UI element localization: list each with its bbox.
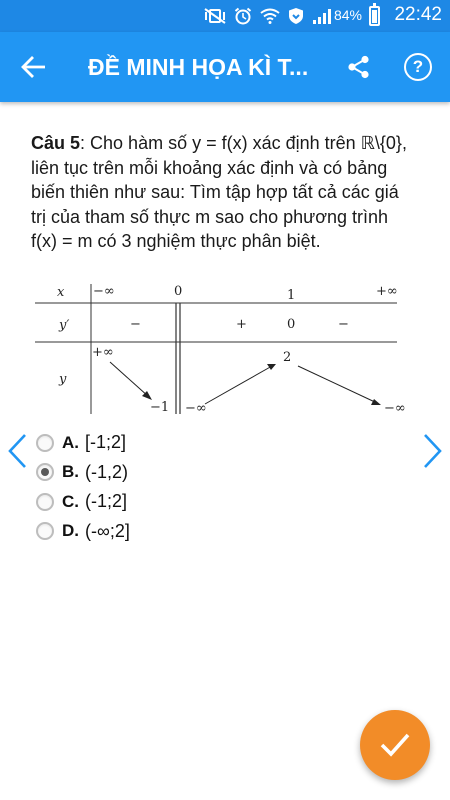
table-label-dy: y′ — [59, 318, 70, 333]
option-text: (-1;2] — [85, 491, 128, 512]
option-d[interactable] — [36, 517, 376, 547]
option-letter: B. — [62, 462, 79, 482]
status-bar — [0, 0, 450, 32]
submit-answer-button[interactable] — [360, 710, 430, 780]
chevron-right-icon — [420, 433, 444, 469]
y-value: −1 — [150, 400, 170, 415]
app-bar — [0, 32, 450, 102]
battery-level — [372, 10, 377, 23]
arrow-left-icon — [20, 54, 48, 80]
question-body: : Cho hàm số y = f(x) xác định trên ℝ\{0}, liên tục trên mỗi khoảng xác định và có bảng biến thiên như sau: Tìm tập hợp tất cả các giá trị của tham số thực m sao cho phương trình f(x) = m có 3 nghiệm thực phân biệt. — [31, 133, 407, 251]
shield-notification-icon — [288, 7, 304, 25]
x-value: 0 — [174, 284, 183, 299]
next-question-button[interactable] — [420, 433, 444, 469]
table-label-y: y — [59, 372, 67, 387]
increasing-arrow — [205, 364, 276, 404]
previous-question-button[interactable] — [6, 433, 30, 469]
decreasing-arrow — [110, 362, 152, 400]
y-value: −∞ — [185, 401, 207, 416]
option-radio[interactable] — [36, 493, 54, 511]
option-b[interactable] — [36, 458, 376, 488]
wifi-icon — [260, 8, 280, 24]
option-c[interactable] — [36, 487, 376, 517]
option-letter: A. — [62, 432, 79, 452]
answer-options — [36, 428, 376, 546]
mute-vibrate-icon — [204, 8, 226, 24]
battery-percent: 84% — [333, 7, 362, 23]
variation-table — [35, 280, 410, 420]
option-radio[interactable] — [36, 434, 54, 452]
status-icons — [204, 6, 332, 26]
option-a[interactable] — [36, 428, 376, 458]
help-button[interactable]: ? — [404, 53, 432, 81]
option-letter: C. — [62, 491, 79, 511]
sign-value: − — [338, 317, 349, 332]
option-radio[interactable] — [36, 463, 54, 481]
table-label-x: x — [57, 285, 65, 300]
option-text: [-1;2] — [85, 432, 127, 453]
option-letter: D. — [62, 521, 79, 541]
x-value: +∞ — [376, 284, 398, 299]
option-text: (-∞;2] — [85, 520, 130, 541]
sign-value: − — [130, 317, 141, 332]
option-radio[interactable] — [36, 522, 54, 540]
page-title: ĐỀ MINH HỌA KÌ T... — [88, 54, 309, 80]
chevron-left-icon — [6, 433, 30, 469]
y-value: −∞ — [384, 401, 406, 416]
x-value: 1 — [287, 288, 296, 303]
question-label: Câu 5 — [31, 133, 81, 153]
option-text: (-1,2) — [85, 461, 129, 482]
signal-icon — [312, 7, 332, 25]
sign-value: + — [236, 317, 247, 332]
x-value: −∞ — [93, 284, 115, 299]
clock: 22:42 — [394, 4, 442, 25]
decreasing-arrow — [298, 366, 381, 405]
y-value: +∞ — [92, 345, 114, 360]
sign-value: 0 — [287, 317, 296, 332]
question-text — [31, 131, 416, 254]
back-button[interactable] — [20, 54, 48, 80]
checkmark-icon — [379, 730, 411, 760]
y-value: 2 — [283, 350, 292, 365]
share-icon — [346, 54, 372, 80]
battery-charging-icon — [369, 6, 380, 26]
share-button[interactable] — [346, 54, 372, 80]
alarm-icon — [234, 7, 252, 25]
